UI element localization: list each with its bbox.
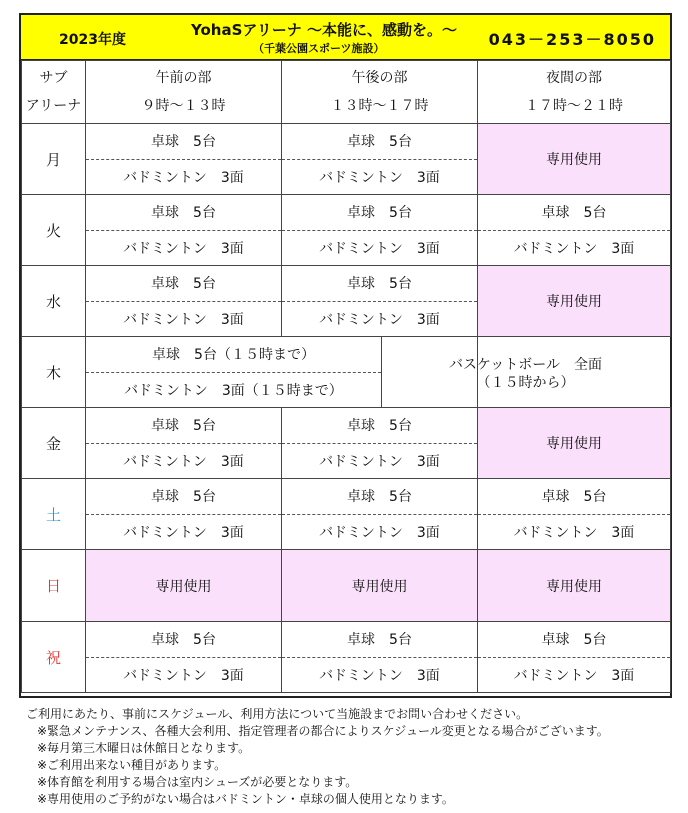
evening-name: 夜間の部	[546, 70, 602, 86]
cell-wed-evening-exclusive: 専用使用	[478, 266, 671, 337]
slot-table-tennis: 卓球 5台	[282, 266, 477, 302]
slot-badminton: バドミントン 3面	[123, 453, 244, 470]
evening-time: １７時～２１時	[525, 98, 623, 114]
row-wednesday	[22, 266, 671, 337]
slot-table-tennis: 卓球 5台	[478, 479, 670, 515]
thursday-basketball-cell	[381, 339, 670, 409]
schedule-sheet	[19, 13, 672, 698]
slot-badminton: バドミントン 3面	[319, 169, 440, 186]
header-banner	[21, 15, 670, 60]
day-label-thursday: 木	[22, 337, 86, 408]
sub-arena-line-1: サブ	[39, 70, 68, 86]
slot-badminton-until-15: バドミントン 3面（１５時まで）	[124, 382, 343, 399]
slot-badminton: バドミントン 3面	[123, 169, 244, 186]
afternoon-name: 午後の部	[351, 70, 408, 86]
cell-tue-evening	[478, 195, 671, 266]
slot-badminton: バドミントン 3面	[513, 240, 635, 257]
cell-hol-evening	[478, 622, 671, 693]
slot-badminton: バドミントン 3面	[513, 667, 635, 684]
afternoon-time: １３時～１７時	[330, 98, 429, 114]
facility-subtitle: （千葉公園スポーツ施設）	[253, 42, 385, 55]
column-header-afternoon	[282, 61, 478, 124]
slot-badminton: バドミントン 3面	[319, 453, 440, 470]
note-item: ※ご利用出来ない種目があります。	[37, 758, 227, 772]
note-item: ※緊急メンテナンス、各種大会利用、指定管理者の都合によりスケジュール変更となる場合がございます。	[37, 724, 609, 738]
cell-sun-evening-exclusive: 専用使用	[478, 550, 671, 622]
phone-number: 043－253－8050	[488, 30, 656, 49]
slot-table-tennis: 卓球 5台	[282, 408, 477, 444]
slot-badminton: バドミントン 3面	[123, 311, 244, 328]
column-header-evening	[478, 61, 671, 124]
slot-table-tennis: 卓球 5台	[86, 124, 281, 160]
slot-badminton: バドミントン 3面	[123, 667, 244, 684]
slot-table-tennis: 卓球 5台	[86, 266, 281, 302]
cell-sun-morning-exclusive: 専用使用	[86, 550, 282, 622]
slot-table-tennis: 卓球 5台	[86, 195, 281, 231]
cell-fri-afternoon	[282, 408, 478, 479]
usage-notes	[26, 706, 609, 808]
cell-mon-evening-exclusive: 専用使用	[478, 124, 671, 195]
slot-badminton: バドミントン 3面	[123, 240, 244, 257]
cell-sun-afternoon-exclusive: 専用使用	[282, 550, 478, 622]
cell-fri-morning	[86, 408, 282, 479]
fiscal-year: 2023年度	[59, 32, 126, 48]
note-item: ※体育館を利用する場合は室内シューズが必要となります。	[37, 775, 358, 789]
cell-sat-morning	[86, 479, 282, 550]
slot-badminton: バドミントン 3面	[513, 524, 635, 541]
note-item: ※専用使用のご予約がない場合はバドミントン・卓球の個人使用となります。	[37, 792, 454, 806]
cell-wed-morning	[86, 266, 282, 337]
row-sunday	[22, 550, 671, 622]
slot-table-tennis: 卓球 5台	[282, 622, 477, 658]
cell-fri-evening-exclusive: 専用使用	[478, 408, 671, 479]
facility-title: YohaSアリーナ ～本能に、感動を。～	[191, 21, 458, 39]
cell-mon-afternoon	[282, 124, 478, 195]
slot-table-tennis: 卓球 5台	[282, 124, 477, 160]
row-friday	[22, 408, 671, 479]
basketball-from-15: （１５時から）	[476, 375, 575, 391]
notes-lead: ご利用にあたり、事前にスケジュール、利用方法について当施設までお問い合わせください。	[26, 707, 529, 721]
header-row	[22, 61, 671, 124]
slot-table-tennis: 卓球 5台	[282, 479, 477, 515]
day-label-friday: 金	[22, 408, 86, 479]
cell-wed-afternoon	[282, 266, 478, 337]
note-item: ※毎月第三木曜日は休館日となります。	[37, 741, 251, 755]
day-label-sunday: 日	[22, 550, 86, 622]
row-holiday	[22, 622, 671, 693]
cell-mon-morning	[86, 124, 282, 195]
day-label-tuesday: 火	[22, 195, 86, 266]
column-header-morning	[86, 61, 282, 124]
day-label-holiday: 祝	[22, 622, 86, 693]
slot-table-tennis-until-15: 卓球 5台（１５時まで）	[86, 337, 381, 373]
morning-name: 午前の部	[155, 70, 212, 86]
slot-badminton: バドミントン 3面	[123, 524, 244, 541]
row-monday	[22, 124, 671, 195]
cell-sat-afternoon	[282, 479, 478, 550]
slot-table-tennis: 卓球 5台	[282, 195, 477, 231]
slot-table-tennis: 卓球 5台	[86, 408, 281, 444]
slot-badminton: バドミントン 3面	[319, 667, 440, 684]
slot-table-tennis: 卓球 5台	[478, 622, 670, 658]
day-label-monday: 月	[22, 124, 86, 195]
slot-table-tennis: 卓球 5台	[86, 479, 281, 515]
slot-badminton: バドミントン 3面	[319, 524, 440, 541]
cell-tue-morning	[86, 195, 282, 266]
slot-table-tennis: 卓球 5台	[478, 195, 670, 231]
row-tuesday	[22, 195, 671, 266]
slot-badminton: バドミントン 3面	[319, 240, 440, 257]
basketball-full-court: バスケットボール 全面	[448, 357, 603, 373]
column-header-sub-arena	[22, 61, 86, 124]
slot-badminton: バドミントン 3面	[319, 311, 440, 328]
cell-hol-afternoon	[282, 622, 478, 693]
day-label-wednesday: 水	[22, 266, 86, 337]
cell-hol-morning	[86, 622, 282, 693]
morning-time: ９時～１３時	[141, 98, 226, 114]
row-saturday	[22, 479, 671, 550]
slot-table-tennis: 卓球 5台	[86, 622, 281, 658]
cell-tue-afternoon	[282, 195, 478, 266]
sub-arena-line-2: アリーナ	[25, 98, 82, 114]
day-label-saturday: 土	[22, 479, 86, 550]
cell-sat-evening	[478, 479, 671, 550]
